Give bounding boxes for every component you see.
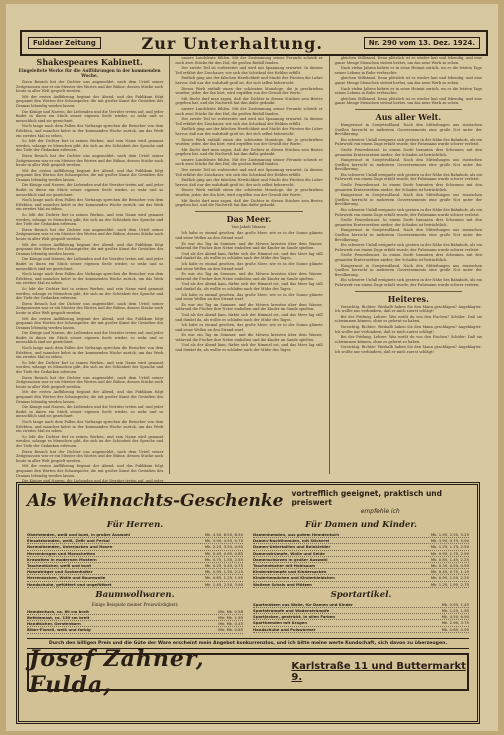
item-price: Mk. 0.45, 0.65, 0.85 bbox=[204, 550, 243, 556]
paragraph: So lebt der Dichter fort in seinen Werken, und sein Name wird genannt werden, solange es Menschen gibt, die sich an der Schönheit der Sprache und der Tiefe der Gedanken erfreuen. bbox=[16, 434, 164, 448]
paragraph: unsere Landsleute fühlen. Mit der Zustimmung seiner Freunde schrieb er noch zwei Stücke für den Hof, die großen Beifall fanden. bbox=[175, 106, 323, 116]
paragraph: Bei der Prüfung. Lehrer: Was weißt du von den Fischen? Schüler: Daß sie schwimmen können, ohne es gelernt zu haben. bbox=[334, 314, 482, 324]
ad-section-heading-sport: Sportartikel. bbox=[330, 589, 392, 600]
ad-section-heading-women: Für Damen und Kinder. bbox=[305, 520, 417, 530]
ad-right-column bbox=[253, 518, 469, 634]
item-price: Mtr. Mk. 0.45 bbox=[218, 621, 243, 627]
paragraph: Vorsichtig. Richter: Weshalb haben Sie den Mann geschlagen? Angeklagter: Ich wollte nur verhindern, daß er mich zuerst schlägt! bbox=[334, 304, 482, 314]
item-price: Mk. 2.90, 3.75 bbox=[441, 620, 469, 626]
divider bbox=[355, 109, 462, 110]
paragraph: Die Könige und Narren, die Liebenden und die Verräter treten auf, und jeder findet in ihnen ein Stück seiner eigenen Seele wieder, so wahr und so menschlich sind sie gezeichnet. bbox=[16, 405, 164, 419]
ad-section-heading-men: Für Herren. bbox=[106, 520, 164, 530]
paragraph: Mit der ersten Aufführung beginnt der Abend, und das Publikum folgt gespannt den Worten der Schauspieler, die mit großer Kunst die Gestalten des Dramas lebendig werden lassen. bbox=[16, 94, 164, 108]
paragraph: Mit Recht darf man sagen, daß der Dichter in diesen Stücken sein Bestes gegeben hat, und die Nachwelt hat ihm dafür gedankt. bbox=[175, 96, 323, 106]
paragraph: Ein schwerer Unfall ereignete sich gestern in der Nähe des Bahnhofs, als ein Fuhrwerk von einem Zuge erfaßt wurde; der Fuhrmann wurde schwer verletzt. bbox=[334, 278, 482, 287]
paragraph: Große Feuersbrunst. In einem Dorfe brannten drei Scheunen mit den gesamten Erntevorräten nieder; der Schaden ist beträchtlich. bbox=[334, 253, 482, 262]
paragraph: Mit der ersten Aufführung beginnt der Abend, und das Publikum folgt gespannt den Worten der Schauspieler, die mit großer Kunst die Gestalten des Dramas lebendig werden lassen. bbox=[16, 168, 164, 182]
ad-header bbox=[27, 489, 469, 516]
ad-banner: Durch den billigen Preis und die Güte der Ware erscheint mein Angebot konkurrenzlos, und ich bitte meine werte Kundschaft, sich davon zu überzeugen. bbox=[27, 638, 469, 649]
item-name: Sportmützen aus Wolle, für Damen und Kinder bbox=[253, 601, 353, 607]
paragraph: Ein schwerer Unfall ereignete sich gestern in der Nähe des Bahnhofs, als ein Fuhrwerk von einem Zuge erfaßt wurde; der Fuhrmann wurde schwer verletzt. bbox=[334, 208, 482, 217]
paragraph: Der zweite Teil ist vorbereitet und wird mit Spannung erwartet. In diesem Teil erfährt der Zuschauer, wie sich das Schicksal der Helden erfüllt. bbox=[175, 66, 323, 75]
paragraph: Große Feuersbrunst. In einem Dorfe brannten drei Scheunen mit den gesamten Erntevorräten nieder; der Schaden ist beträchtlich. bbox=[334, 218, 482, 227]
item-name: Damenstrümpfe, Wolle und Seide bbox=[253, 550, 325, 556]
item-price: Mtr. Mk. 0.58 bbox=[218, 608, 243, 614]
item-price: Mk. 3.90, 4.50, 5.75 bbox=[204, 538, 243, 544]
paragraph: unsere Landsleute fühlen. Mit der Zustimmung seiner Freunde schrieb er noch zwei Stücke für den Hof, die großen Beifall fanden. bbox=[175, 56, 323, 65]
section-title: Zur Unterhaltung. bbox=[141, 33, 323, 53]
article-columns bbox=[16, 56, 482, 478]
paragraph: Ihren Besuch hat der Dichter uns angemeldet, nach dem Urteil seiner Zeitgenossen war er ein Meister des Wortes und der Bühne, dessen Stücke noch heute in aller Welt gespielt werden. bbox=[16, 153, 164, 168]
paragraph: Mit Recht darf man sagen, daß der Dichter in diesen Stücken sein Bestes gegeben hat, und die Nachwelt hat ihm dafür gedankt. bbox=[175, 198, 323, 208]
price-row bbox=[27, 582, 243, 588]
paragraph: Hungersnot in Sowjetrußland. Nach den Mitteilungen aus russischen Quellen herrscht in mehreren Gouvernements eine große Not unter der Bevölkerung. bbox=[334, 263, 482, 277]
paragraph: Mit der ersten Aufführung beginnt der Abend, und das Publikum folgt gespannt den Worten der Schauspieler, die mit großer Kunst die Gestalten des Dramas lebendig werden lassen. bbox=[16, 390, 164, 404]
paragraph: Ihren Besuch hat der Dichter uns angemeldet, nach dem Urteil seiner Zeitgenossen war er ein Meister des Wortes und der Bühne, dessen Stücke noch heute in aller Welt gespielt werden. bbox=[16, 449, 164, 463]
ad-left-column bbox=[27, 518, 243, 634]
price-row bbox=[27, 627, 243, 633]
item-price: Mk. 0.35, 0.55, 0.95 bbox=[430, 563, 469, 569]
paragraph: Mit der ersten Aufführung beginnt der Abend, und das Publikum folgt gespannt den Worten der Schauspieler, die mit großer Kunst die Gestalten des Dramas lebendig werden lassen. bbox=[16, 242, 164, 256]
paragraph: Noch lange nach dem Fallen des Vorhangs sprechen die Besucher von dem Erlebten, und mancher kehrt in der kommenden Woche zurück, um das Werk ein zweites Mal zu sehen. bbox=[16, 346, 164, 360]
paragraph: Endlich ging aus der falschen Herrlichkeit und Macht der Fürsten die Lehre hervor, daß nur der wahrhaft groß ist, der sich selbst beherrscht. bbox=[175, 178, 323, 187]
paragraph: Ihren Besuch hat der Dichter uns angemeldet, nach dem Urteil seiner Zeitgenossen war er ein Meister des Wortes und der Bühne, dessen Stücke noch heute in aller Welt gespielt werden. bbox=[16, 80, 164, 94]
paragraph: Es war ein Tag im Sommer, und die Möwen kreisten über dem Wasser, während die Fischer ihre Netze einholten und die Kinder im Sande spielten. bbox=[175, 302, 323, 312]
paragraph: Ich habe es einmal gesehen, das große Meer, wie es in der Sonne glänzte und seine Wellen an den Strand warf. bbox=[175, 292, 323, 302]
firm-name: Josef Zahner, Fulda, bbox=[29, 645, 205, 698]
item-name: Handschuhe, gefüttert und ungefüttert bbox=[27, 581, 112, 587]
paragraph: Mit der ersten Aufführung beginnt der Abend, und das Publikum folgt gespannt den Worten der Schauspieler, die mit großer Kunst die Gestalten des Dramas lebendig werden lassen. bbox=[16, 464, 164, 478]
paragraph: Hungersnot in Sowjetrußland. Nach den Mitteilungen aus russischen Quellen herrscht in mehreren Gouvernements eine große Not unter der Bevölkerung. bbox=[334, 228, 482, 242]
paragraph: Noch lange nach dem Fallen des Vorhangs sprechen die Besucher von dem Erlebten, und mancher kehrt in der kommenden Woche zurück, um das Werk ein zweites Mal zu sehen. bbox=[16, 124, 164, 138]
item-price: Mtr. Mk. 1.95 bbox=[218, 615, 243, 621]
paragraph: Der zweite Teil ist vorbereitet und wird mit Spannung erwartet. In diesem Teil erfährt der Zuschauer, wie sich das Schicksal der Helden erfüllt. bbox=[175, 168, 323, 177]
item-name: Damen-Untertaillen und Beinkleider bbox=[253, 544, 331, 550]
item-name: Sporthemden mit Kragen bbox=[253, 620, 308, 626]
item-name: Hosenträger und Sockenhalter bbox=[27, 569, 93, 575]
item-name: Sportstrümpfe und Wadenstrümpfe bbox=[253, 608, 330, 614]
sport-items bbox=[253, 602, 469, 633]
article-heading-shakespeare: Shakespeares Kabinett. bbox=[36, 57, 143, 67]
paragraph: Und als der Abend kam, färbte sich der Himmel rot, und das Meer lag still und dunkel da, als wollte es schlafen nach der Mühe des Tages. bbox=[175, 282, 323, 291]
paragraph: Endlich ging aus der falschen Herrlichkeit und Macht der Fürsten die Lehre hervor, daß nur der wahrhaft groß ist, der sich selbst beherrscht. bbox=[175, 76, 323, 85]
item-price: Mk. 1.95, 2.50, 3.25 bbox=[430, 532, 469, 537]
item-price: Mk. 0.95, 1.45 bbox=[441, 601, 469, 607]
item-price: Mk. 1.45, 2.50, 3.90 bbox=[204, 581, 243, 587]
item-price: Mk. 0.85, 1.45, 2.25 bbox=[430, 556, 469, 562]
ad-slogan-text: vortrefflich geeignet, praktisch und preiswert bbox=[291, 489, 443, 507]
ad-slogan-sub: empfehle ich bbox=[360, 508, 400, 515]
paragraph: Die Könige und Narren, die Liebenden und die Verräter treten auf, und jeder findet in ihnen ein Stück seiner eigenen Seele wieder, so wahr und so menschlich sind sie gezeichnet. bbox=[16, 109, 164, 123]
paragraph: Hungersnot in Sowjetrußland. Nach den Mitteilungen aus russischen Quellen herrscht in mehreren Gouvernements eine große Not unter der Bevölkerung. bbox=[334, 122, 482, 137]
ad-slogan bbox=[291, 489, 469, 516]
item-price: Mk. 0.65, 1.25, 1.95 bbox=[204, 575, 243, 581]
paragraph: Ihren Besuch hat der Dichter uns angemeldet, nach dem Urteil seiner Zeitgenossen war er ein Meister des Wortes und der Bühne, dessen Stücke noch heute in aller Welt gespielt werden. bbox=[16, 375, 164, 389]
item-name: Taschentücher mit Hohlsaum bbox=[253, 563, 316, 569]
paragraph: Noch lange nach dem Fallen des Vorhangs sprechen die Besucher von dem Erlebten, und mancher kehrt in der kommenden Woche zurück, um das Werk ein zweites Mal zu sehen. bbox=[16, 272, 164, 286]
article-heading-aus-aller-welt: Aus aller Welt. bbox=[375, 111, 442, 122]
paragraph: So lebt der Dichter fort in seinen Werken, und sein Name wird genannt werden, solange es Menschen gibt, die sich an der Schönheit der Sprache und der Tiefe der Gedanken erfreuen. bbox=[16, 213, 164, 227]
paragraph: Es war ein Tag im Sommer, und die Möwen kreisten über dem Wasser, während die Fischer ihre Netze einholten und die Kinder im Sande spielten. bbox=[175, 241, 323, 251]
ad-section-subheading: Einige Beispiele meiner Preiswürdigkeit: bbox=[91, 601, 179, 607]
paragraph: Noch lange nach dem Fallen des Vorhangs sprechen die Besucher von dem Erlebten, und mancher kehrt in der kommenden Woche zurück, um das Werk ein zweites Mal zu sehen. bbox=[16, 198, 164, 212]
paragraph: Nach vielen Jahren kehrte er in seine Heimat zurück, wo er die letzten Tage seines Lebens in Ruhe verbrachte. bbox=[334, 86, 482, 96]
item-name: Wollene Schals und Mützen bbox=[253, 581, 312, 587]
item-name: Biber-Flanell, weiß und farbig bbox=[27, 627, 91, 633]
paragraph: Bei der Prüfung. Lehrer: Was weißt du von den Fischen? Schüler: Daß sie schwimmen können, ohne es gelernt zu haben. bbox=[334, 335, 482, 344]
paragraph: Und als der Abend kam, färbte sich der Himmel rot, und das Meer lag still und dunkel da, als wollte es schlafen nach der Mühe des Tages. bbox=[175, 251, 323, 261]
divider bbox=[355, 291, 462, 292]
paragraph: Vorsichtig. Richter: Weshalb haben Sie den Mann geschlagen? Angeklagter: Ich wollte nur verhindern, daß er mich zuerst schlägt! bbox=[334, 345, 482, 354]
price-row bbox=[253, 582, 469, 588]
paragraph: Der zweite Teil ist vorbereitet und wird mit Spannung erwartet. In diesem Teil erfährt der Zuschauer, wie sich das Schicksal der Helden erfüllt. bbox=[175, 117, 323, 126]
paragraph: Mit Recht darf man sagen, daß der Dichter in diesen Stücken sein Bestes gegeben hat, und die Nachwelt hat ihm dafür gedankt. bbox=[175, 147, 323, 157]
paragraph: Dieses Werk enthält einen der schönsten Monologe, die je geschrieben wurden; jeder, der ihn hört, wird ergriffen von der Gewalt der Worte. bbox=[175, 86, 323, 96]
paragraph: So lebt der Dichter fort in seinen Werken, und sein Name wird genannt werden, solange es Menschen gibt, die sich an der Schönheit der Sprache und der Tiefe der Gedanken erfreuen. bbox=[16, 139, 164, 153]
paragraph: unsere Landsleute fühlen. Mit der Zustimmung seiner Freunde schrieb er noch zwei Stücke für den Hof, die großen Beifall fanden. bbox=[175, 157, 323, 167]
item-name: Sportjacken, gestrickt, in allen Farben bbox=[253, 614, 336, 620]
item-price: Mk. 1.25, 1.75, 2.50 bbox=[430, 544, 469, 550]
paragraph: Es war ein Tag im Sommer, und die Möwen kreisten über dem Wasser, während die Fischer ihre Netze einholten und die Kinder im Sande spielten. bbox=[175, 272, 323, 281]
paragraph: Nach vielen Jahren kehrte er in seine Heimat zurück, wo er die letzten Tage seines Lebens in Ruhe verbrachte. bbox=[334, 66, 482, 75]
ad-title: Als Weihnachts-Geschenke bbox=[27, 491, 284, 511]
paragraph: gleichen Stillstand. Denn plötzlich ist es wieder laut und lebendig, und eine ganze Menge Menschen strömt herbei, um das neue Werk zu sehen. bbox=[334, 76, 482, 85]
paragraph: So lebt der Dichter fort in seinen Werken, und sein Name wird genannt werden, solange es Menschen gibt, die sich an der Schönheit der Sprache und der Tiefe der Gedanken erfreuen. bbox=[16, 286, 164, 301]
article-heading-heiteres: Heiteres. bbox=[387, 293, 429, 304]
item-name: Herrenkragen und Manschetten bbox=[27, 550, 96, 556]
item-name: Taschentücher, weiß und bunt bbox=[27, 563, 92, 569]
column-3 bbox=[329, 56, 482, 474]
item-price: Mtr. Mk. 0.85 bbox=[218, 627, 243, 633]
item-price: Mk. 0.75, 1.50, 2.50 bbox=[204, 556, 243, 562]
item-price: Mk. 0.45, 0.75, 1.10 bbox=[430, 569, 469, 575]
paragraph: Die Könige und Narren, die Liebenden und die Verräter treten auf, und jeder findet in ihnen ein Stück seiner eigenen Seele wieder, so wahr und so menschlich sind sie gezeichnet. bbox=[16, 331, 164, 345]
paragraph: So lebt der Dichter fort in seinen Werken, und sein Name wird genannt werden, solange es Menschen gibt, die sich an der Schönheit der Sprache und der Tiefe der Gedanken erfreuen. bbox=[16, 360, 164, 375]
paragraph: Ein schwerer Unfall ereignete sich gestern in der Nähe des Bahnhofs, als ein Fuhrwerk von einem Zuge erfaßt wurde; der Fuhrmann wurde schwer verletzt. bbox=[334, 137, 482, 147]
paragraph: Ihren Besuch hat der Dichter uns angemeldet, nach dem Urteil seiner Zeitgenossen war er ein Meister des Wortes und der Bühne, dessen Stücke noch heute in aller Welt gespielt werden. bbox=[16, 227, 164, 241]
item-price: Mk. 0.65, 0.95 bbox=[441, 626, 469, 632]
item-name: Herrensocken, Wolle und Baumwolle bbox=[27, 575, 106, 581]
paragraph: Die Könige und Narren, die Liebenden und die Verräter treten auf, und jeder findet in ihnen ein Stück seiner eigenen Seele wieder, so wahr und so menschlich sind sie gezeichnet. bbox=[16, 257, 164, 271]
item-price: Mk. 0.95, 1.75, 2.90 bbox=[430, 550, 469, 556]
paragraph: Hungersnot in Sowjetrußland. Nach den Mitteilungen aus russischen Quellen herrscht in mehreren Gouvernements eine große Not unter der Bevölkerung. bbox=[334, 158, 482, 172]
paragraph: Die Könige und Narren, die Liebenden und die Verräter treten auf, und jeder findet in ihnen ein Stück seiner eigenen Seele wieder, so wahr und so menschlich sind sie gezeichnet. bbox=[16, 183, 164, 197]
paragraph: Ich habe es einmal gesehen, das große Meer, wie es in der Sonne glänzte und seine Wellen an den Strand warf. bbox=[175, 231, 323, 240]
divider bbox=[195, 211, 302, 212]
paragraph: Dieses Werk enthält einen der schönsten Monologe, die je geschrieben wurden; jeder, der ihn hört, wird ergriffen von der Gewalt der Worte. bbox=[175, 137, 323, 147]
item-name: Krawatten in modernen Mustern bbox=[27, 556, 97, 562]
item-name: Handtücher, Gerstenkorn bbox=[27, 621, 81, 627]
ad-body bbox=[27, 518, 469, 634]
paragraph: Ihren Besuch hat der Dichter uns angemeldet, nach dem Urteil seiner Zeitgenossen war er ein Meister des Wortes und der Bühne, dessen Stücke noch heute in aller Welt gespielt werden. bbox=[16, 301, 164, 315]
paragraph: Mit der ersten Aufführung beginnt der Abend, und das Publikum folgt gespannt den Worten der Schauspieler, die mit großer Kunst die Gestalten des Dramas lebendig werden lassen. bbox=[16, 316, 164, 330]
item-price: Mk. 3.90, 4.75, 5.90 bbox=[430, 538, 469, 544]
item-name: Damenschürzen in großer Auswahl bbox=[253, 556, 328, 562]
article-author: Von Jakob Wasser. bbox=[231, 223, 267, 229]
paragraph: Es war ein Tag im Sommer, und die Möwen kreisten über dem Wasser, während die Fischer ihre Netze einholten und die Kinder im Sande spielten. bbox=[175, 333, 323, 342]
item-price: Mk. 0.95, 1.50, 2.25 bbox=[430, 575, 469, 581]
paragraph: Ich habe es einmal gesehen, das große Meer, wie es in der Sonne glänzte und seine Wellen an den Strand warf. bbox=[175, 261, 323, 271]
women-items bbox=[253, 532, 469, 588]
column-1 bbox=[16, 56, 164, 478]
item-name: Damen-Nachthemden, mit Stickerei bbox=[253, 538, 330, 544]
item-name: Kinderhemdchen und Kinderkleidchen bbox=[253, 575, 335, 581]
paragraph: Noch lange nach dem Fallen des Vorhangs sprechen die Besucher von dem Erlebten, und mancher kehrt in der kommenden Woche zurück, um das Werk ein zweites Mal zu sehen. bbox=[16, 419, 164, 434]
men-items bbox=[27, 532, 243, 588]
christmas-advertisement bbox=[16, 482, 480, 724]
paragraph: Endlich ging aus der falschen Herrlichkeit und Macht der Fürsten die Lehre hervor, daß nur der wahrhaft groß ist, der sich selbst beherrscht. bbox=[175, 127, 323, 136]
paragraph: Hungersnot in Sowjetrußland. Nach den Mitteilungen aus russischen Quellen herrscht in mehreren Gouvernements eine große Not unter der Bevölkerung. bbox=[334, 193, 482, 207]
item-price: Mk. 1.25, 1.95, 2.75 bbox=[430, 581, 469, 587]
paragraph: Dieses Werk enthält einen der schönsten Monologe, die je geschrieben wurden; jeder, der ihn hört, wird ergriffen von der Gewalt der Worte. bbox=[175, 188, 323, 198]
ad-section-heading-cotton: Baumwollwaren. bbox=[95, 589, 175, 600]
article-heading-meer: Das Meer. bbox=[226, 213, 272, 224]
paragraph: Und als der Abend kam, färbte sich der Himmel rot, und das Meer lag still und dunkel da, als wollte es schlafen nach der Mühe des Tages. bbox=[175, 343, 323, 353]
newspaper-name: Fuldaer Zeitung bbox=[28, 37, 101, 49]
masthead bbox=[20, 30, 488, 56]
item-name: Normalhemden, Unterjacken und Hosen bbox=[27, 544, 113, 550]
item-price: Mk. 0.95, 1.50, 2.25 bbox=[204, 569, 243, 575]
cotton-items bbox=[27, 609, 243, 634]
column-2 bbox=[169, 56, 322, 474]
item-name: Oberhemden, weiß und bunt, in großer Auswahl bbox=[27, 532, 130, 537]
item-price: Mk. 2.25, 3.50, 4.90 bbox=[204, 544, 243, 550]
item-name: Bettdamast, ca. 130 cm breit bbox=[27, 615, 90, 621]
item-name: Einsatzhemden, weiß, Zefir und Perkal bbox=[27, 538, 110, 544]
paragraph: Ein schwerer Unfall ereignete sich gestern in der Nähe des Bahnhofs, als ein Fuhrwerk von einem Zuge erfaßt wurde; der Fuhrmann wurde schwer verletzt. bbox=[334, 172, 482, 182]
item-price: Mk. 4.50, 6.90 bbox=[441, 614, 469, 620]
price-row bbox=[253, 627, 469, 633]
item-price: Mk. 0.25, 0.45, 0.75 bbox=[204, 563, 243, 569]
item-price: Mk. 4.50, 6.50, 8.50 bbox=[204, 532, 243, 537]
item-name: Hemdentuch, ca. 80 cm breit bbox=[27, 608, 89, 614]
item-name: Kinderstrümpfe und Kindersocken bbox=[253, 569, 327, 575]
paragraph: gleichen Stillstand. Denn plötzlich ist es wieder laut und lebendig, und eine ganze Menge Menschen strömt herbei, um das neue Werk zu sehen. bbox=[334, 96, 482, 106]
article-subheading: Eingeleitete Werke für die Aufführungen in der kommenden Woche. bbox=[18, 68, 161, 78]
issue-info: Nr. 290 vom 13. Dez. 1924. bbox=[364, 37, 480, 49]
newspaper-page bbox=[6, 4, 498, 731]
paragraph: Ein schwerer Unfall ereignete sich gestern in der Nähe des Bahnhofs, als ein Fuhrwerk von einem Zuge erfaßt wurde; der Fuhrmann wurde schwer verletzt. bbox=[334, 243, 482, 252]
ad-footer bbox=[27, 645, 469, 698]
item-name: Damenhemden, aus gutem Hemdentuch bbox=[253, 532, 340, 537]
paragraph: Große Feuersbrunst. In einem Dorfe brannten drei Scheunen mit den gesamten Erntevorräten nieder; der Schaden ist beträchtlich. bbox=[334, 147, 482, 157]
paragraph: Ich habe es einmal gesehen, das große Meer, wie es in der Sonne glänzte und seine Wellen an den Strand warf. bbox=[175, 323, 323, 332]
paragraph: Und als der Abend kam, färbte sich der Himmel rot, und das Meer lag still und dunkel da, als wollte es schlafen nach der Mühe des Tages. bbox=[175, 312, 323, 322]
paragraph: Vorsichtig. Richter: Weshalb haben Sie den Mann geschlagen? Angeklagter: Ich wollte nur verhindern, daß er mich zuerst schlägt! bbox=[334, 324, 482, 334]
paragraph: Große Feuersbrunst. In einem Dorfe brannten drei Scheunen mit den gesamten Erntevorräten nieder; der Schaden ist beträchtlich. bbox=[334, 183, 482, 192]
firm-address: Karlstraße 11 und Buttermarkt 9. bbox=[291, 660, 466, 683]
item-price: Mk. 1.25, 1.95 bbox=[441, 608, 469, 614]
item-name: Handschuhe und Pulswärmer bbox=[253, 626, 316, 632]
paragraph: gleichen Stillstand. Denn plötzlich ist es wieder laut und lebendig, und eine ganze Menge Menschen strömt herbei, um das neue Werk zu sehen. bbox=[334, 56, 482, 65]
